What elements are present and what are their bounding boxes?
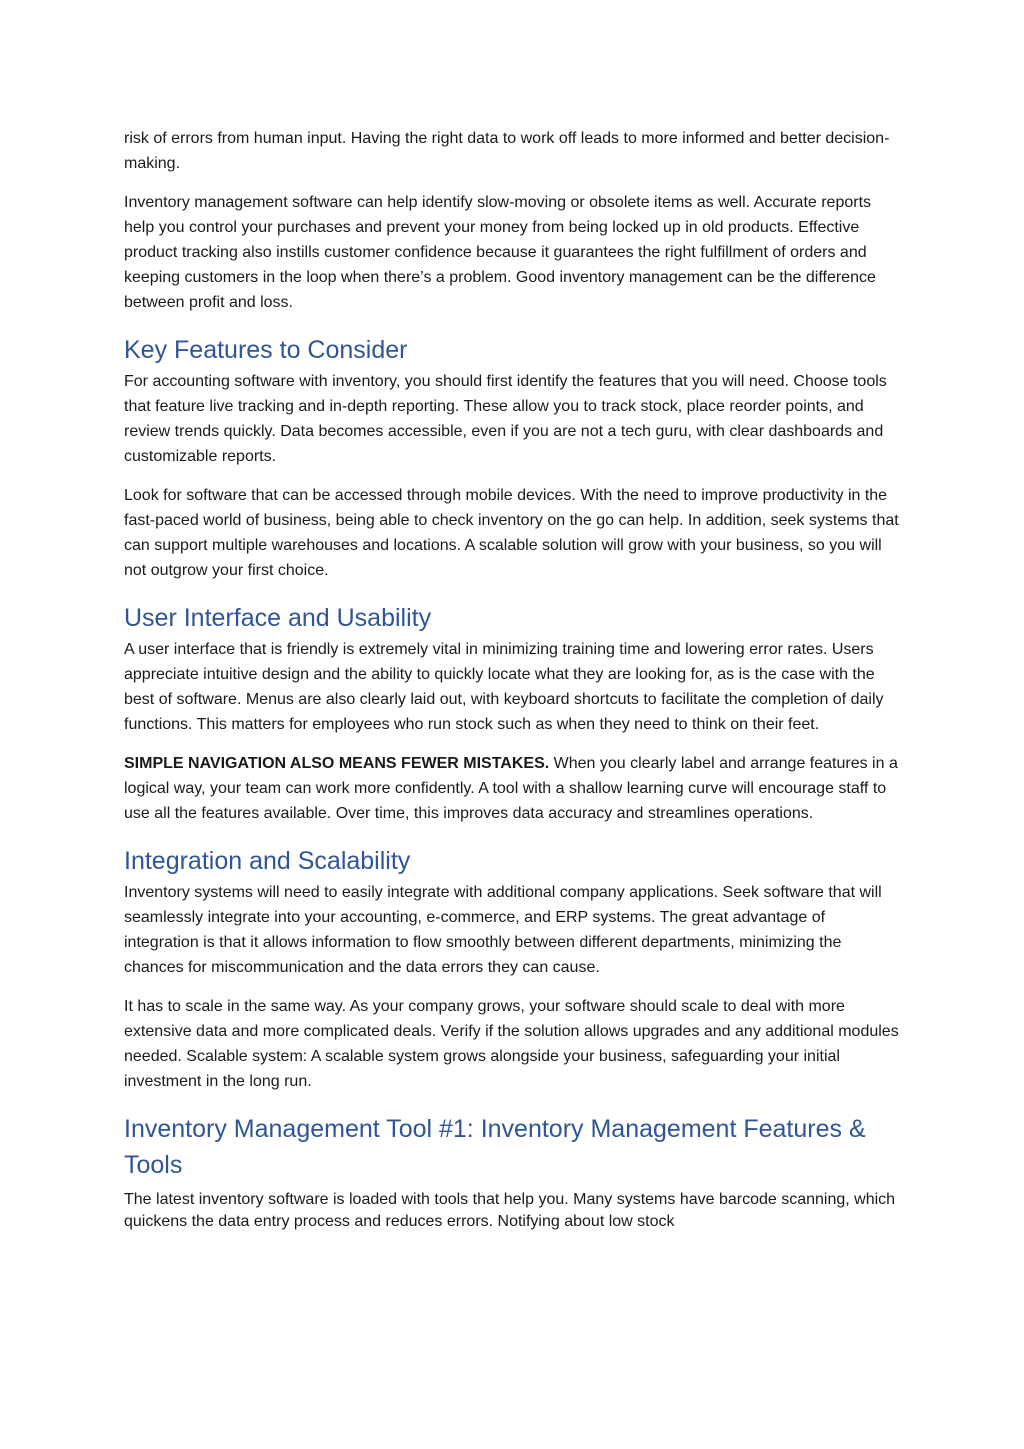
paragraph-latest-software: The latest inventory software is loaded with tools that help you. Many systems have barcode scanning, which quickens the data entry process and reduces errors. Notifying about low stock [124,1191,896,1230]
paragraph-intro-continued: risk of errors from human input. Having the right data to work off leads to more informed and better decision-making. [124,130,890,172]
paragraph-lead-bold: SIMPLE NAVIGATION ALSO MEANS FEWER MISTAKES. [124,755,550,772]
paragraph-scalability: It has to scale in the same way. As your company grows, your software should scale to deal with more extensive data and more complicated deals. Verify if the solution allows upgrades and any additional modules needed. Scalable system: A scalable system grows alongside your business, safeguarding your initial investment in the long run. [124,998,899,1090]
paragraph-mobile-access: Look for software that can be accessed through mobile devices. With the need to improve productivity in the fast-paced world of business, being able to check inventory on the go can help. In addition, seek systems that can support multiple warehouses and locations. A scalable solution will grow with your business, so you will not outgrow your first choice. [124,487,899,579]
paragraph-simple-navigation [124,751,904,826]
document-page [124,126,904,1233]
heading-key-features: Key Features to Consider [124,336,408,364]
paragraph-slow-moving-items: Inventory management software can help identify slow-moving or obsolete items as well. Accurate reports help you control your purchases and prevent your money from being locked up in old products. Effective product tracking also instills customer confidence because it guarantees the right fulfillment of orders and keeping customers in the loop when there’s a problem. Good inventory management can be the difference between profit and loss. [124,194,876,311]
paragraph-accounting-features: For accounting software with inventory, you should first identify the features that you will need. Choose tools that feature live tracking and in-depth reporting. These allow you to track stock, place reorder points, and review trends quickly. Data becomes accessible, even if you are not a tech guru, with clear dashboards and customizable reports. [124,373,887,465]
paragraph-user-interface: A user interface that is friendly is extremely vital in minimizing training time and lowering error rates. Users appreciate intuitive design and the ability to quickly locate what they are looking for, as is the case with the best of software. Menus are also clearly laid out, with keyboard shortcuts to facilitate the completion of daily functions. This matters for employees who run stock such as when they need to think on their feet. [124,641,884,733]
paragraph-navigation-body: When you clearly label and arrange features in a logical way, your team can work more confidently. A tool with a shallow learning curve will encourage staff to use all the features available. Over time, this improves data accuracy and streamlines operations. [124,755,898,822]
paragraph-integration: Inventory systems will need to easily integrate with additional company applications. Seek software that will seamlessly integrate into your accounting, e-commerce, and ERP systems. The great advantage of integration is that it allows information to flow smoothly between different departments, minimizing the chances for miscommunication and the data errors they can cause. [124,884,882,976]
heading-integration: Integration and Scalability [124,847,411,875]
heading-inventory-tool: Inventory Management Tool #1: Inventory Management Features & Tools [124,1115,866,1179]
paragraph-block-tools [124,1189,904,1233]
heading-user-interface: User Interface and Usability [124,604,432,632]
